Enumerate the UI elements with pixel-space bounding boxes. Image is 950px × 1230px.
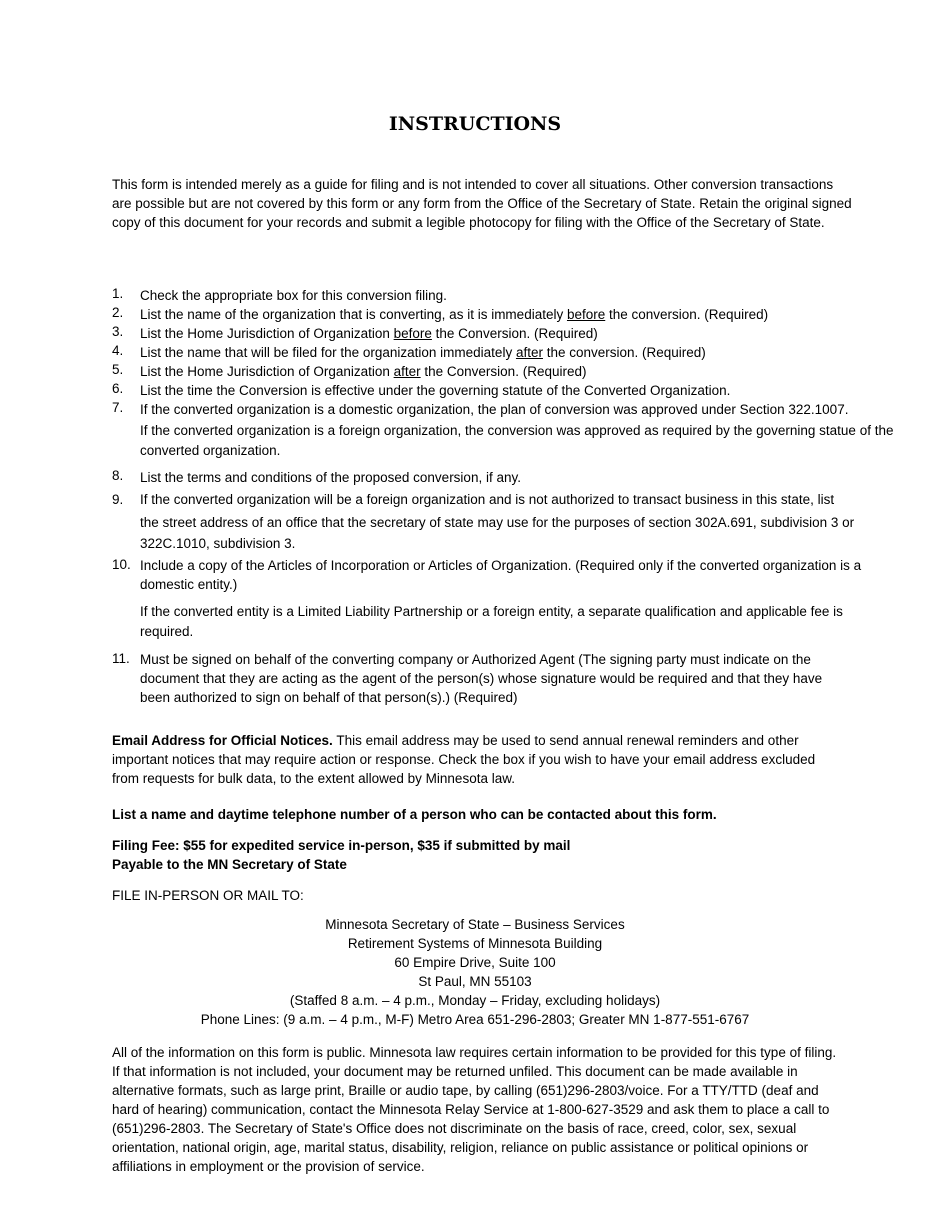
contact-line: List a name and daytime telephone number of a person who can be contacted about this form. — [112, 807, 717, 822]
list-item — [140, 343, 915, 362]
address-line: St Paul, MN 55103 — [418, 974, 532, 989]
underlined-word: after — [515, 345, 543, 360]
item-text: List the time the Conversion is effective under the governing statute of the Converted Organization. — [140, 383, 731, 398]
item-text: the Conversion. (Required) — [420, 364, 587, 379]
underlined-word: before — [566, 307, 606, 322]
item-text: If the converted entity is a Limited Liability Partnership or a foreign entity, a separate qualification and applicable fee is required. — [140, 604, 843, 639]
item-text: the conversion. (Required) — [542, 345, 706, 360]
item-number: 5. — [112, 362, 124, 377]
item-number: 4. — [112, 343, 124, 358]
item-number: 1. — [112, 286, 124, 301]
item-number: 11. — [112, 651, 130, 666]
email-notice — [112, 731, 832, 788]
list-item — [140, 324, 915, 343]
address-line: 60 Empire Drive, Suite 100 — [394, 955, 556, 970]
file-to-label: FILE IN-PERSON OR MAIL TO: — [112, 888, 304, 903]
item-text: the street address of an office that the secretary of state may use for the purposes of section 302A.691, subdivision 3 or 322C.1010, subdivision 3. — [140, 515, 855, 551]
item-text: Must be signed on behalf of the converting company or Authorized Agent (The signing party must indicate on the document that they are acting as the agent of the person(s) whose signature would be required and that they have been authorized to sign on behalf of that person(s).) (Required) — [140, 652, 823, 705]
underlined-word: before — [393, 326, 432, 341]
item-text: List the name that will be filed for the organization immediately — [140, 345, 516, 360]
payable-line: Payable to the MN Secretary of State — [112, 857, 347, 872]
public-notice-paragraph: All of the information on this form is public. Minnesota law requires certain information to be provided for this type of filing. If that information is not included, your document may be returned unfiled. This document can be made available in alternative formats, such as large print, Braille or audio tape, by calling (651)296-2803/voice. For a TTY/TTD (deaf and hard of hearing) communication, contact the Minnesota Relay Service at 1-800-627-3529 and ask them to place a call to (651)296-2803. The Secretary of State's Office does not discriminate on the basis of race, creed, color, sex, sexual orientation, national origin, age, marital status, disability, religion, reliance on public assistance or political opinions or affiliations in employment or the provision of service. — [112, 1045, 837, 1174]
item-text: List the terms and conditions of the proposed conversion, if any. — [140, 470, 521, 485]
item-number: 2. — [112, 305, 124, 320]
list-item — [140, 305, 915, 324]
item-text: the Conversion. (Required) — [431, 326, 598, 341]
item-text: If the converted organization will be a foreign organization and is not authorized to transact business in this state, list — [140, 492, 835, 507]
list-item — [140, 362, 915, 381]
address-line: Retirement Systems of Minnesota Building — [347, 936, 603, 951]
email-heading: Email Address for Official Notices. — [112, 733, 333, 748]
item-text: Include a copy of the Articles of Incorporation or Articles of Organization. (Required only if the converted organization is a domestic entity.) — [140, 558, 862, 592]
item-text: List the Home Jurisdiction of Organization — [140, 326, 394, 341]
item-text: the conversion. (Required) — [605, 307, 769, 322]
item-text: List the Home Jurisdiction of Organization — [140, 364, 394, 379]
underlined-word: after — [393, 364, 421, 379]
page-title: INSTRUCTIONS — [388, 113, 562, 135]
address-line: Minnesota Secretary of State – Business Services — [325, 917, 625, 932]
email-text: This email address may be used to send annual renewal reminders and other important notices that may require action or response. Check the box if you wish to have your email address excluded from requests for bulk data, to the extent allowed by Minnesota law. — [112, 733, 816, 786]
item-text: If the converted organization is a foreign organization, the conversion was approved as required by the governing statue of the converted organization. — [140, 423, 894, 458]
item-text: Check the appropriate box for this conversion filing. — [140, 288, 447, 303]
fee-line: Filing Fee: $55 for expedited service in-person, $35 if submitted by mail — [112, 838, 571, 853]
item-text: If the converted organization is a domestic organization, the plan of conversion was approved under Section 322.1007. — [140, 402, 849, 417]
item-text: List the name of the organization that is converting, as it is immediately — [140, 307, 567, 322]
item-number: 3. — [112, 324, 124, 339]
item-number: 10. — [112, 557, 131, 572]
item-number: 7. — [112, 400, 124, 415]
phone-line: Phone Lines: (9 a.m. – 4 p.m., M-F) Metro Area 651-296-2803; Greater MN 1-877-551-6767 — [200, 1012, 750, 1027]
hours-line: (Staffed 8 a.m. – 4 p.m., Monday – Friday, excluding holidays) — [289, 993, 661, 1008]
item-number: 9. — [112, 492, 124, 507]
intro-paragraph: This form is intended merely as a guide for filing and is not intended to cover all situations. Other conversion transactions are possible but are not covered by this form or any form from the Office of the Secretary of State. Retain the original signed copy of this document for your records and submit a legible photocopy for filing with the Office of the Secretary of State. — [112, 177, 852, 230]
item-number: 6. — [112, 381, 124, 396]
item-number: 8. — [112, 468, 124, 483]
